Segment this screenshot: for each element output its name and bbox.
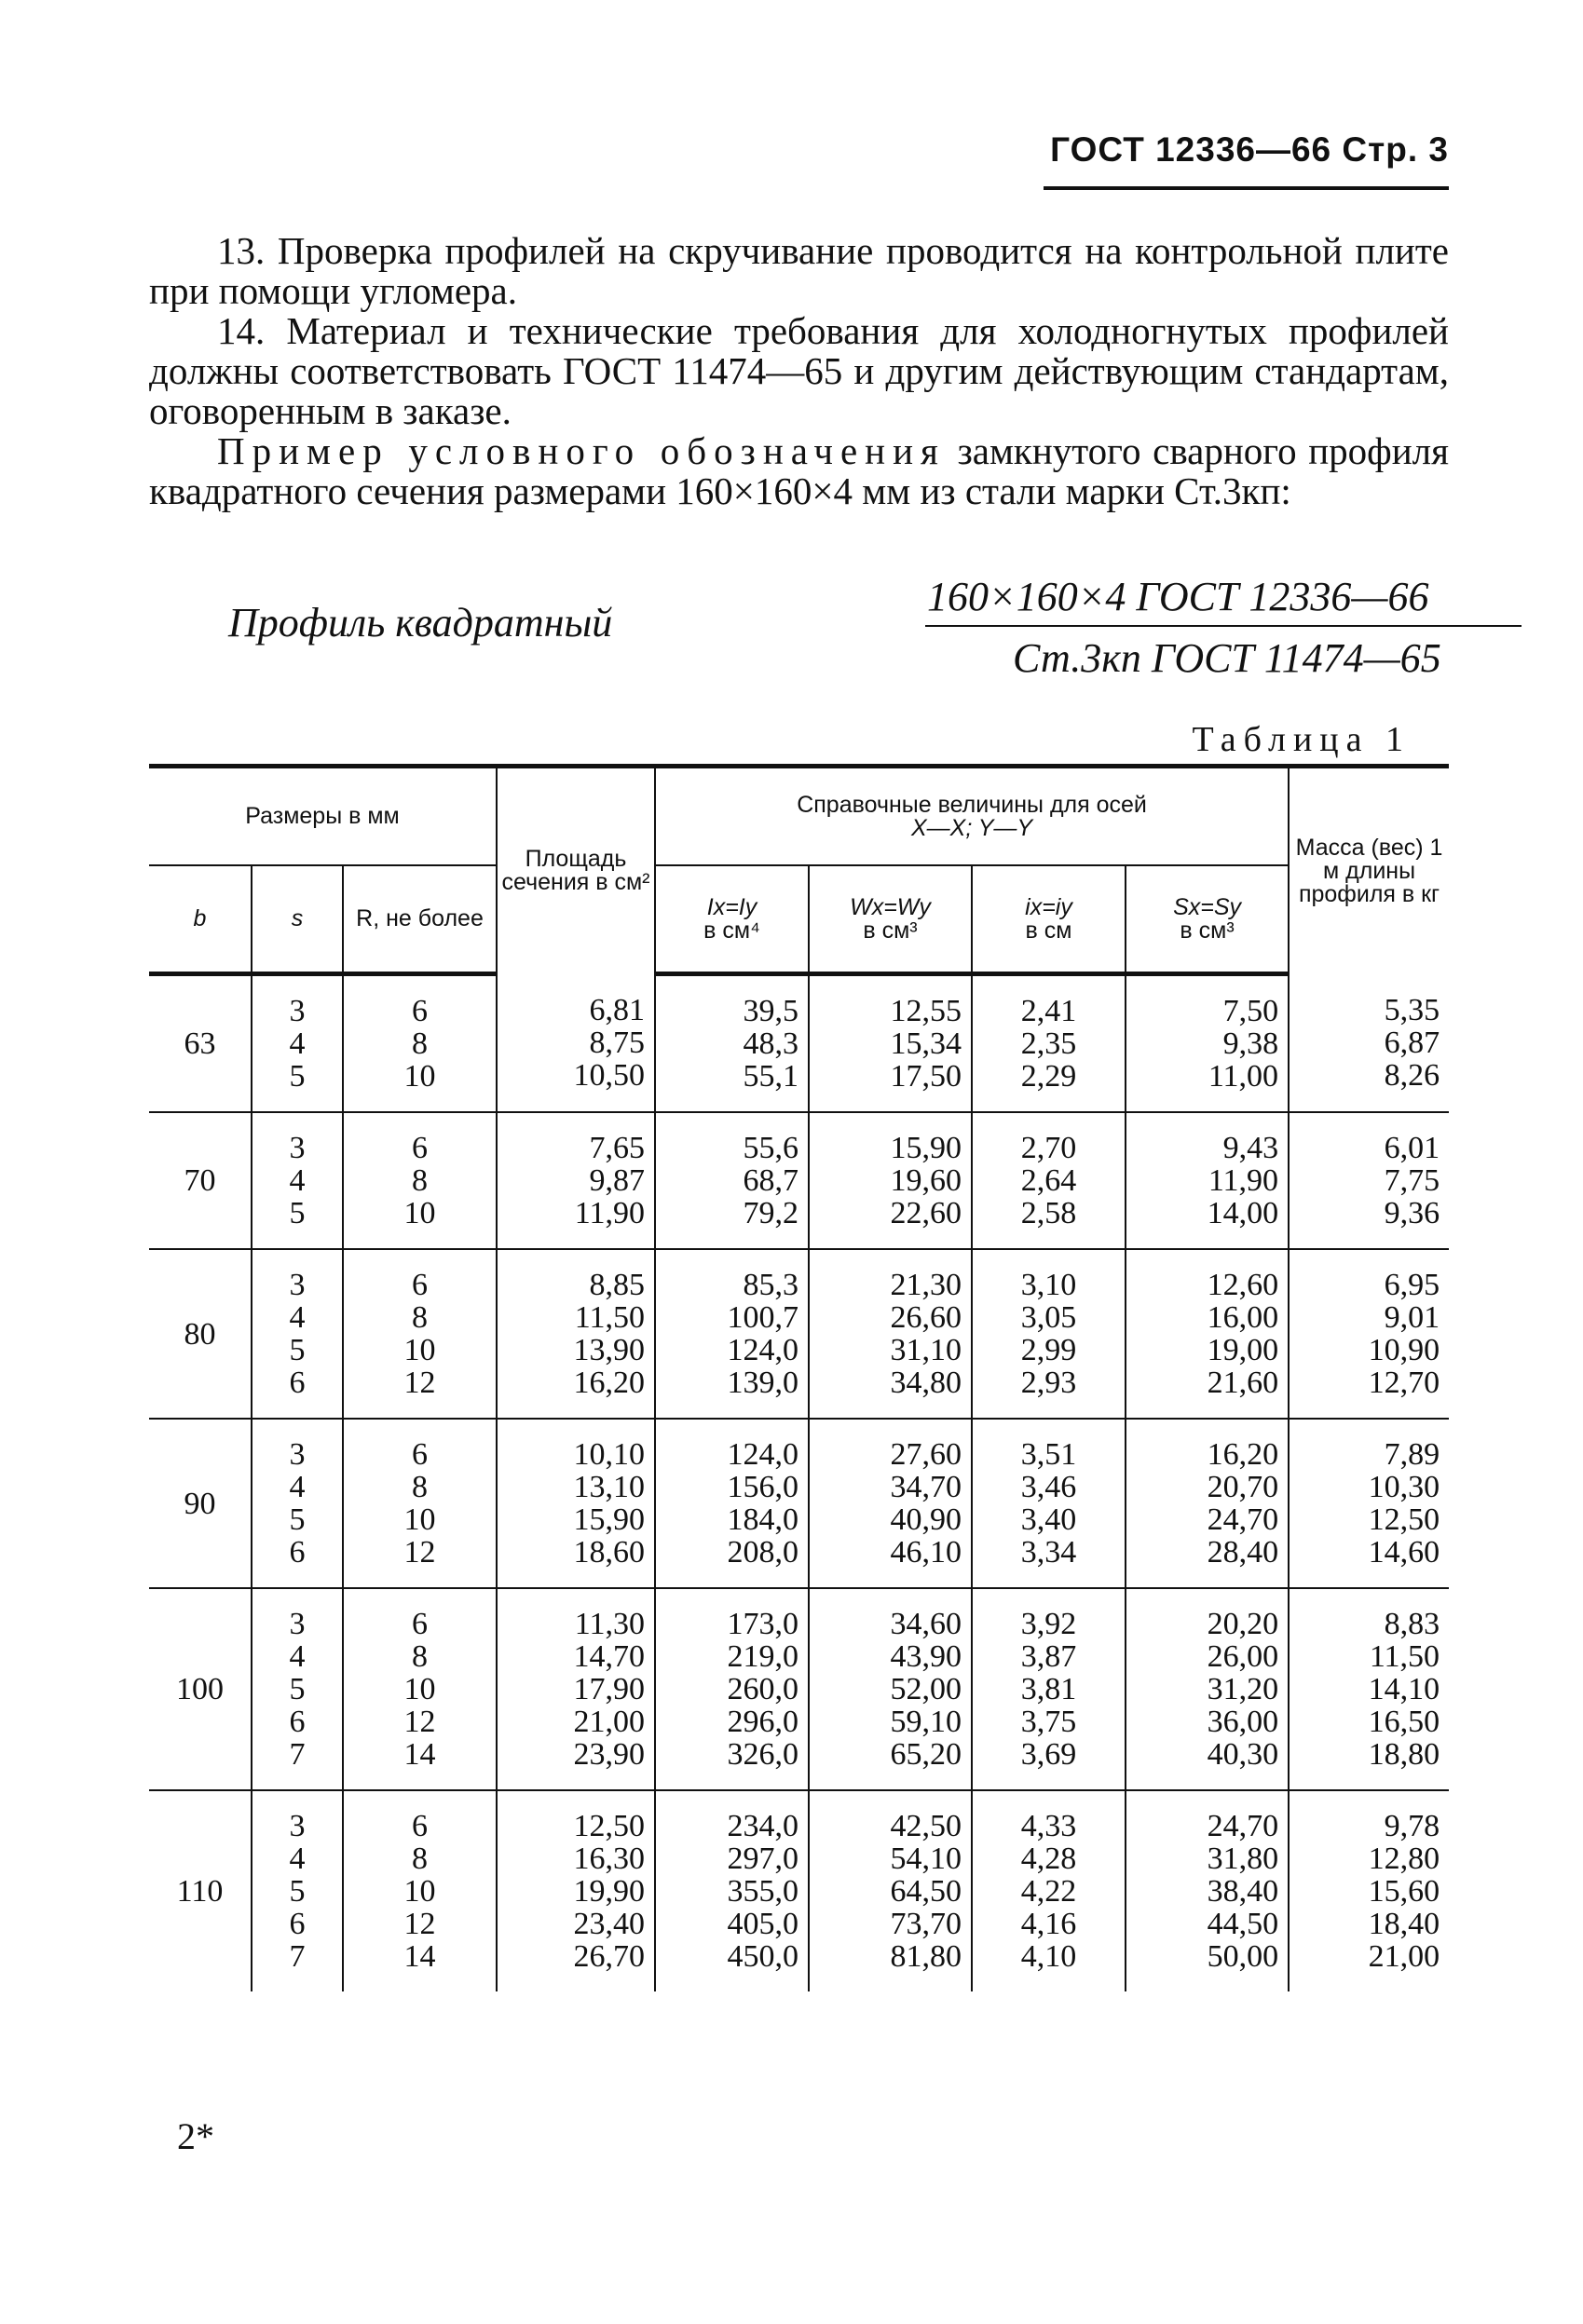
cell-value: 12,55 — [890, 994, 962, 1028]
cell-r — [343, 1112, 497, 1249]
cell-value: 42,50 — [890, 1809, 962, 1843]
cell-value: 8 — [412, 1639, 428, 1674]
cell-value: 6 — [412, 1607, 428, 1641]
cell-value: 6,01 — [1384, 1131, 1440, 1165]
cell-value: 13,90 — [573, 1333, 646, 1367]
cell-r — [343, 1249, 497, 1419]
cell-value: 3,40 — [1020, 1502, 1077, 1537]
sheet-signature: 2* — [177, 2115, 214, 2157]
cell-s — [252, 1112, 343, 1249]
cell-rx — [972, 1419, 1126, 1588]
profiles-table — [149, 764, 1449, 1991]
cell-ix — [655, 1249, 809, 1419]
cell-value: 55,6 — [743, 1131, 799, 1165]
cell-r — [343, 1419, 497, 1588]
cell-value: 4 — [289, 1842, 306, 1876]
table-row — [149, 1588, 1449, 1790]
table-caption: Таблица 1 — [1192, 720, 1411, 759]
cell-value: 85,3 — [743, 1268, 799, 1302]
cell-value: 12,70 — [1368, 1366, 1440, 1400]
cell-value: 10 — [403, 1059, 436, 1094]
cell-value: 22,60 — [890, 1196, 962, 1230]
cell-value: 18,80 — [1368, 1737, 1440, 1772]
cell-value: 5 — [289, 1874, 306, 1909]
cell-value: 2,29 — [1020, 1059, 1077, 1094]
cell-value: 23,40 — [573, 1907, 646, 1941]
cell-value: 31,20 — [1207, 1672, 1279, 1706]
cell-value: 12 — [403, 1366, 436, 1400]
cell-value: 34,70 — [890, 1470, 962, 1504]
cell-value: 13,10 — [573, 1470, 646, 1504]
cell-value: 11,50 — [574, 1300, 646, 1335]
header-sx-label: Sx=Sy — [1173, 893, 1242, 920]
cell-value: 2,99 — [1020, 1333, 1077, 1367]
cell-value: 10 — [403, 1874, 436, 1909]
cell-value: 68,7 — [743, 1163, 799, 1198]
cell-value: 9,01 — [1384, 1300, 1440, 1335]
cell-value: 6 — [412, 1809, 428, 1843]
cell-value: 16,20 — [1207, 1437, 1279, 1472]
cell-r — [343, 1588, 497, 1790]
cell-sx — [1126, 1419, 1289, 1588]
cell-value: 65,20 — [890, 1737, 962, 1772]
cell-value: 12,50 — [1368, 1502, 1440, 1537]
cell-rx — [972, 1112, 1126, 1249]
cell-value: 26,70 — [573, 1939, 646, 1974]
header-rx-label: ix=iy — [1025, 893, 1072, 920]
paragraph-13: 13. Проверка профилей на скручивание проводится на контрольной плите при помощи угломера. — [149, 229, 1449, 312]
cell-value: 11,00 — [1208, 1059, 1279, 1094]
cell-value: 4 — [289, 1639, 306, 1674]
header-mass: Масса (вес) 1 м длины профиля в кг — [1289, 767, 1449, 974]
header-r: R, не более — [343, 865, 497, 974]
cell-value: 8 — [412, 1163, 428, 1198]
cell-value: 17,50 — [890, 1059, 962, 1094]
cell-rx — [972, 1588, 1126, 1790]
cell-value: 4,22 — [1020, 1874, 1077, 1909]
cell-value: 4,33 — [1020, 1809, 1077, 1843]
cell-value: 4 — [289, 1163, 306, 1198]
cell-value: 6 — [289, 1366, 306, 1400]
header-b — [149, 865, 252, 974]
cell-ix — [655, 974, 809, 1113]
cell-value: 48,3 — [743, 1026, 799, 1061]
page-header — [1044, 130, 1449, 190]
cell-value: 355,0 — [727, 1874, 799, 1909]
cell-value: 8 — [412, 1300, 428, 1335]
cell-value: 11,90 — [574, 1196, 646, 1230]
cell-value: 34,80 — [890, 1366, 962, 1400]
cell-value: 5 — [289, 1196, 306, 1230]
header-ix — [655, 865, 809, 974]
cell-value: 12,60 — [1207, 1268, 1279, 1302]
cell-sx — [1126, 1790, 1289, 1991]
cell-value: 14 — [403, 1939, 436, 1974]
cell-value: 34,60 — [890, 1607, 962, 1641]
header-wx — [809, 865, 972, 974]
header-s — [252, 865, 343, 974]
cell-value: 6,95 — [1384, 1268, 1440, 1302]
table-row — [149, 974, 1449, 1113]
cell-value: 6 — [289, 1705, 306, 1739]
paragraph-14: 14. Материал и технические требования для холодногнутых профилей должны соответствовать ГОСТ 11474—65 и другим действующим стандартам, оговоренным в заказе. — [149, 309, 1449, 432]
cell-value: 18,40 — [1368, 1907, 1440, 1941]
cell-value: 4,28 — [1020, 1842, 1077, 1876]
cell-s — [252, 1588, 343, 1790]
cell-value: 7 — [289, 1737, 306, 1772]
cell-value: 59,10 — [890, 1705, 962, 1739]
fraction-bar — [925, 625, 1522, 627]
designation-formula — [228, 573, 1441, 685]
cell-s — [252, 1249, 343, 1419]
cell-value: 64,50 — [890, 1874, 962, 1909]
cell-value: 3,81 — [1020, 1672, 1077, 1706]
header-area: Площадь сечения в см² — [497, 767, 655, 974]
cell-value: 139,0 — [727, 1366, 799, 1400]
cell-value: 31,80 — [1207, 1842, 1279, 1876]
cell-value: 16,00 — [1207, 1300, 1279, 1335]
cell-value: 7 — [289, 1939, 306, 1974]
example-rest: замкнутого сварного профиля квадратного сечения размерами 160×160×4 мм из стали марки Ст.3кп: — [149, 429, 1450, 512]
cell-value: 7,89 — [1384, 1437, 1440, 1472]
cell-wx — [809, 1790, 972, 1991]
header-rx-unit: в см — [1025, 917, 1072, 944]
cell-value: 8,83 — [1384, 1607, 1440, 1641]
cell-value: 7,50 — [1222, 994, 1279, 1028]
cell-value: 20,20 — [1207, 1607, 1279, 1641]
table-row — [149, 1419, 1449, 1588]
cell-b: 100 — [176, 1672, 224, 1706]
cell-sx — [1126, 974, 1289, 1113]
cell-value: 79,2 — [743, 1196, 799, 1230]
cell-s — [252, 1790, 343, 1991]
cell-value: 184,0 — [727, 1502, 799, 1537]
cell-value: 50,00 — [1207, 1939, 1279, 1974]
cell-s — [252, 1419, 343, 1588]
cell-value: 8,85 — [589, 1268, 646, 1302]
cell-value: 11,30 — [574, 1607, 646, 1641]
header-wx-unit: в см³ — [863, 917, 918, 944]
cell-ix — [655, 1790, 809, 1991]
cell-area — [497, 1112, 655, 1249]
cell-value: 2,64 — [1020, 1163, 1077, 1198]
cell-value: 17,90 — [573, 1672, 646, 1706]
cell-value: 3 — [289, 994, 306, 1028]
cell-value: 7,65 — [589, 1131, 646, 1165]
cell-value: 36,00 — [1207, 1705, 1279, 1739]
cell-b: 63 — [184, 1026, 216, 1061]
cell-b: 110 — [176, 1874, 224, 1909]
cell-wx — [809, 1249, 972, 1419]
cell-value: 4,10 — [1020, 1939, 1077, 1974]
cell-b: 80 — [184, 1316, 216, 1352]
cell-value: 4 — [289, 1470, 306, 1504]
cell-value: 43,90 — [890, 1639, 962, 1674]
cell-value: 54,10 — [890, 1842, 962, 1876]
cell-value: 10 — [403, 1672, 436, 1706]
cell-value: 3 — [289, 1809, 306, 1843]
cell-value: 9,43 — [1222, 1131, 1279, 1165]
header-reference-title: Справочные величины для осей — [797, 791, 1147, 818]
cell-value: 40,90 — [890, 1502, 962, 1537]
cell-value: 16,50 — [1368, 1705, 1440, 1739]
cell-wx — [809, 1112, 972, 1249]
cell-value: 326,0 — [727, 1737, 799, 1772]
header-rx — [972, 865, 1126, 974]
cell-sx — [1126, 1249, 1289, 1419]
cell-value: 8,75 — [589, 1025, 646, 1060]
cell-value: 19,00 — [1207, 1333, 1279, 1367]
cell-value: 8,26 — [1384, 1057, 1440, 1093]
cell-value: 44,50 — [1207, 1907, 1279, 1941]
cell-value: 5 — [289, 1333, 306, 1367]
table-row — [149, 1112, 1449, 1249]
cell-area — [497, 1419, 655, 1588]
formula-numerator: 160×160×4 ГОСТ 12336—66 — [927, 574, 1429, 619]
cell-value: 405,0 — [727, 1907, 799, 1941]
cell-mass — [1289, 1112, 1449, 1249]
table-row — [149, 1249, 1449, 1419]
cell-value: 10 — [403, 1196, 436, 1230]
cell-value: 3,87 — [1020, 1639, 1077, 1674]
cell-value: 12 — [403, 1907, 436, 1941]
cell-mass — [1289, 1419, 1449, 1588]
cell-value: 2,93 — [1020, 1366, 1077, 1400]
cell-value: 55,1 — [743, 1059, 799, 1094]
cell-value: 11,50 — [1369, 1639, 1440, 1674]
cell-value: 3,46 — [1020, 1470, 1077, 1504]
cell-value: 14 — [403, 1737, 436, 1772]
cell-value: 40,30 — [1207, 1737, 1279, 1772]
cell-value: 9,78 — [1384, 1809, 1440, 1843]
header-b-label: b — [193, 905, 207, 931]
cell-value: 73,70 — [890, 1907, 962, 1941]
cell-r — [343, 974, 497, 1113]
cell-value: 15,90 — [573, 1502, 646, 1537]
header-reference — [655, 767, 1289, 866]
header-wx-label: Wx=Wy — [850, 893, 931, 920]
cell-value: 2,41 — [1020, 994, 1077, 1028]
cell-value: 5 — [289, 1059, 306, 1094]
cell-value: 11,90 — [1208, 1163, 1279, 1198]
paragraph-example — [149, 431, 1449, 511]
cell-value: 4 — [289, 1026, 306, 1061]
cell-sx — [1126, 1112, 1289, 1249]
header-ix-label: Ix=Iy — [706, 893, 757, 920]
cell-mass — [1289, 1790, 1449, 1991]
cell-value: 12 — [403, 1705, 436, 1739]
example-lead: Пример условного обозначения — [217, 429, 946, 472]
cell-mass — [1289, 1588, 1449, 1790]
cell-value: 26,00 — [1207, 1639, 1279, 1674]
header-sizes: Размеры в мм — [149, 767, 497, 866]
formula-denominator: Ст.3кп ГОСТ 11474—65 — [1013, 635, 1441, 681]
cell-s — [252, 974, 343, 1113]
cell-value: 4,16 — [1020, 1907, 1077, 1941]
cell-value: 24,70 — [1207, 1809, 1279, 1843]
cell-value: 15,90 — [890, 1131, 962, 1165]
cell-value: 27,60 — [890, 1437, 962, 1472]
cell-value: 173,0 — [727, 1607, 799, 1641]
cell-value: 6 — [412, 994, 428, 1028]
cell-value: 124,0 — [727, 1333, 799, 1367]
cell-value: 10,50 — [573, 1057, 646, 1093]
cell-value: 14,60 — [1368, 1535, 1440, 1570]
cell-value: 19,90 — [573, 1874, 646, 1909]
cell-value: 9,87 — [589, 1163, 646, 1198]
cell-value: 3 — [289, 1268, 306, 1302]
cell-value: 8 — [412, 1842, 428, 1876]
cell-rx — [972, 1249, 1126, 1419]
cell-value: 21,00 — [1368, 1939, 1440, 1974]
cell-value: 6 — [412, 1437, 428, 1472]
cell-value: 219,0 — [727, 1639, 799, 1674]
cell-value: 297,0 — [727, 1842, 799, 1876]
cell-mass — [1289, 974, 1449, 1113]
header-s-label: s — [291, 905, 304, 931]
cell-value: 9,36 — [1384, 1196, 1440, 1230]
cell-value: 208,0 — [727, 1535, 799, 1570]
header-ix-unit: в см⁴ — [703, 917, 760, 944]
cell-value: 2,58 — [1020, 1196, 1077, 1230]
cell-value: 18,60 — [573, 1535, 646, 1570]
cell-mass — [1289, 1249, 1449, 1419]
cell-sx — [1126, 1588, 1289, 1790]
cell-value: 3,34 — [1020, 1535, 1077, 1570]
cell-value: 3 — [289, 1131, 306, 1165]
cell-value: 5 — [289, 1672, 306, 1706]
cell-value: 3,10 — [1020, 1268, 1077, 1302]
cell-value: 3 — [289, 1607, 306, 1641]
cell-value: 3,92 — [1020, 1607, 1077, 1641]
cell-value: 124,0 — [727, 1437, 799, 1472]
cell-value: 6 — [289, 1907, 306, 1941]
cell-value: 6 — [412, 1131, 428, 1165]
cell-ix — [655, 1419, 809, 1588]
cell-value: 24,70 — [1207, 1502, 1279, 1537]
cell-value: 9,38 — [1222, 1026, 1279, 1061]
cell-value: 2,70 — [1020, 1131, 1077, 1165]
cell-value: 156,0 — [727, 1470, 799, 1504]
cell-value: 21,00 — [573, 1705, 646, 1739]
cell-value: 10 — [403, 1502, 436, 1537]
cell-rx — [972, 1790, 1126, 1991]
cell-value: 16,20 — [573, 1366, 646, 1400]
cell-value: 20,70 — [1207, 1470, 1279, 1504]
cell-value: 12 — [403, 1535, 436, 1570]
cell-value: 12,80 — [1368, 1842, 1440, 1876]
cell-value: 39,5 — [743, 994, 799, 1028]
cell-b: 90 — [184, 1486, 216, 1521]
cell-value: 7,75 — [1384, 1163, 1440, 1198]
cell-ix — [655, 1588, 809, 1790]
cell-value: 100,7 — [727, 1300, 799, 1335]
cell-wx — [809, 1588, 972, 1790]
cell-value: 15,60 — [1368, 1874, 1440, 1909]
cell-value: 15,34 — [890, 1026, 962, 1061]
cell-value: 19,60 — [890, 1163, 962, 1198]
cell-value: 3 — [289, 1437, 306, 1472]
cell-area — [497, 974, 655, 1113]
cell-value: 5 — [289, 1502, 306, 1537]
cell-value: 14,70 — [573, 1639, 646, 1674]
standard-page-code: ГОСТ 12336—66 Стр. 3 — [1050, 130, 1449, 169]
cell-value: 5,35 — [1384, 992, 1440, 1027]
cell-value: 31,10 — [890, 1333, 962, 1367]
cell-value: 46,10 — [890, 1535, 962, 1570]
cell-value: 14,00 — [1207, 1196, 1279, 1230]
cell-b: 70 — [184, 1163, 216, 1198]
cell-value: 6 — [289, 1535, 306, 1570]
cell-r — [343, 1790, 497, 1991]
cell-value: 2,35 — [1020, 1026, 1077, 1061]
cell-value: 16,30 — [573, 1842, 646, 1876]
cell-value: 52,00 — [890, 1672, 962, 1706]
cell-value: 81,80 — [890, 1939, 962, 1974]
header-sx-unit: в см³ — [1180, 917, 1235, 944]
cell-ix — [655, 1112, 809, 1249]
cell-value: 21,30 — [890, 1268, 962, 1302]
header-sx — [1126, 865, 1289, 974]
cell-value: 296,0 — [727, 1705, 799, 1739]
table-row — [149, 1790, 1449, 1991]
cell-value: 3,69 — [1020, 1737, 1077, 1772]
cell-value: 8 — [412, 1470, 428, 1504]
cell-value: 10,90 — [1368, 1333, 1440, 1367]
cell-value: 3,51 — [1020, 1437, 1077, 1472]
cell-value: 6,87 — [1384, 1025, 1440, 1060]
cell-value: 3,05 — [1020, 1300, 1077, 1335]
cell-wx — [809, 1419, 972, 1588]
cell-wx — [809, 974, 972, 1113]
formula-label: Профиль квадратный — [228, 600, 613, 646]
cell-value: 10,10 — [573, 1437, 646, 1472]
header-axes: X—X; Y—Y — [910, 814, 1033, 841]
cell-value: 4 — [289, 1300, 306, 1335]
cell-value: 26,60 — [890, 1300, 962, 1335]
cell-area — [497, 1790, 655, 1991]
cell-value: 10 — [403, 1333, 436, 1367]
cell-area — [497, 1249, 655, 1419]
cell-value: 3,75 — [1020, 1705, 1077, 1739]
cell-value: 28,40 — [1207, 1535, 1279, 1570]
cell-value: 10,30 — [1368, 1470, 1440, 1504]
cell-value: 21,60 — [1207, 1366, 1279, 1400]
cell-value: 12,50 — [573, 1809, 646, 1843]
cell-value: 6,81 — [589, 992, 646, 1027]
cell-rx — [972, 974, 1126, 1113]
cell-value: 450,0 — [727, 1939, 799, 1974]
cell-value: 14,10 — [1368, 1672, 1440, 1706]
table-body — [149, 974, 1449, 1992]
cell-area — [497, 1588, 655, 1790]
cell-value: 8 — [412, 1026, 428, 1061]
cell-value: 234,0 — [727, 1809, 799, 1843]
body-text — [149, 231, 1449, 511]
cell-value: 6 — [412, 1268, 428, 1302]
cell-value: 23,90 — [573, 1737, 646, 1772]
cell-value: 38,40 — [1207, 1874, 1279, 1909]
cell-value: 260,0 — [727, 1672, 799, 1706]
